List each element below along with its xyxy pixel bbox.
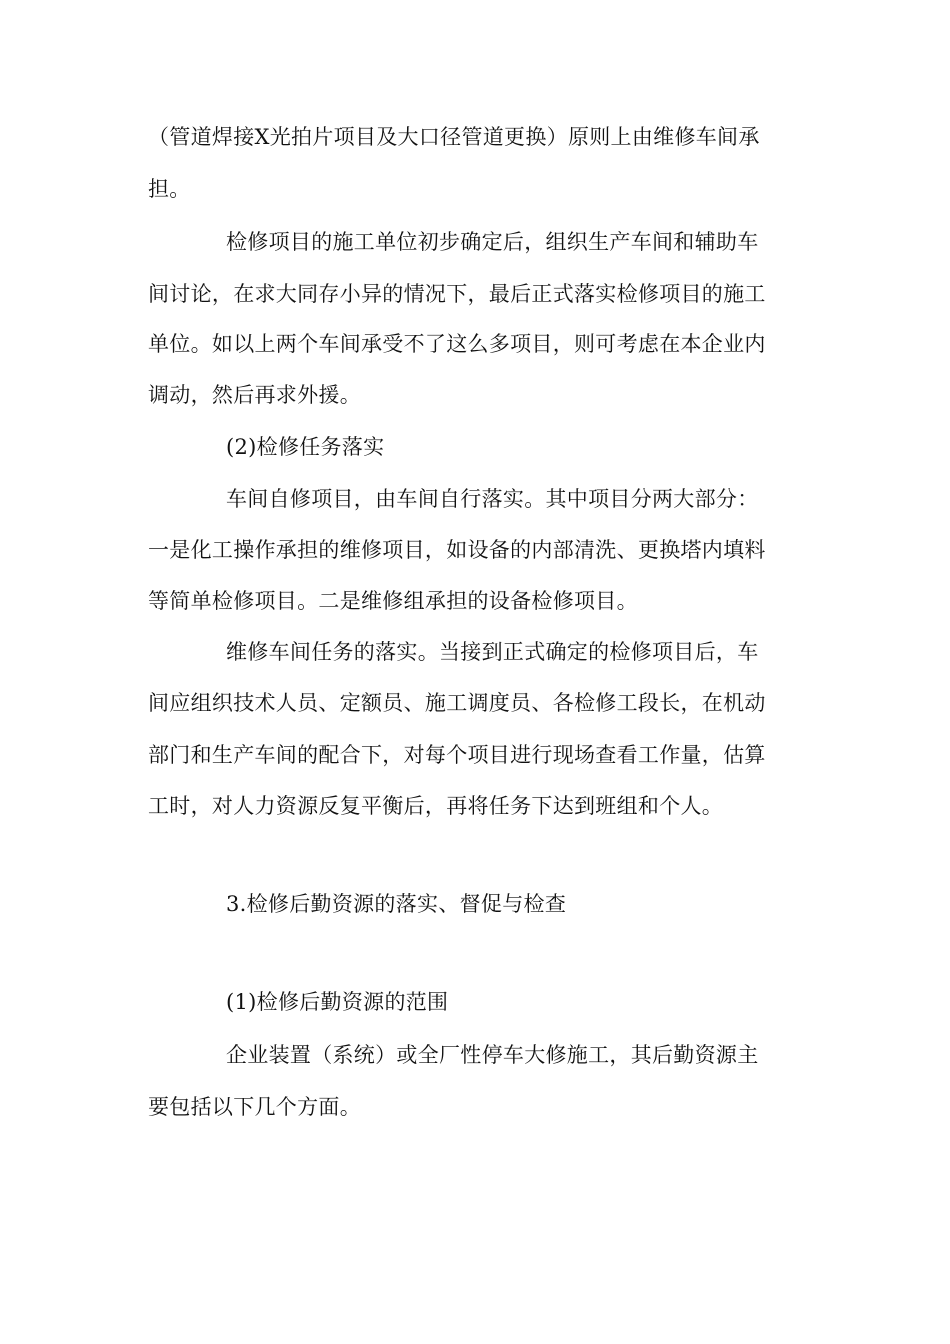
- paragraph-line: 部门和生产车间的配合下，对每个项目进行现场查看工作量，估算: [148, 743, 766, 767]
- paragraph-line: 工时，对人力资源反复平衡后，再将任务下达到班组和个人。: [148, 794, 724, 818]
- paragraph-line: 单位。如以上两个车间承受不了这么多项目，则可考虑在本企业内: [148, 332, 766, 356]
- paragraph-line: 间讨论，在求大同存小异的情况下，最后正式落实检修项目的施工: [148, 282, 766, 306]
- paragraph-line: 担。: [148, 177, 191, 201]
- paragraph-line: 等简单检修项目。二是维修组承担的设备检修项目。: [148, 589, 638, 613]
- paragraph-line: 间应组织技术人员、定额员、施工调度员、各检修工段长，在机动: [148, 691, 766, 715]
- section-heading: (1)检修后勤资源的范围: [226, 990, 449, 1014]
- paragraph-line: 检修项目的施工单位初步确定后，组织生产车间和辅助车: [226, 230, 759, 254]
- paragraph-line: 维修车间任务的落实。当接到正式确定的检修项目后，车: [226, 640, 759, 664]
- paragraph-line: 企业装置（系统）或全厂性停车大修施工，其后勤资源主: [226, 1043, 759, 1067]
- section-heading: (2)检修任务落实: [226, 435, 385, 459]
- paragraph-line: 车间自修项目，由车间自行落实。其中项目分两大部分：: [226, 487, 759, 511]
- paragraph-line: （管道焊接X光拍片项目及大口径管道更换）原则上由维修车间承: [148, 125, 760, 149]
- section-heading: 3.检修后勤资源的落实、督促与检查: [226, 892, 567, 916]
- paragraph-line: 要包括以下几个方面。: [148, 1095, 361, 1119]
- paragraph-line: 一是化工操作承担的维修项目，如设备的内部清洗、更换塔内填料: [148, 538, 766, 562]
- paragraph-line: 调动，然后再求外援。: [148, 383, 361, 407]
